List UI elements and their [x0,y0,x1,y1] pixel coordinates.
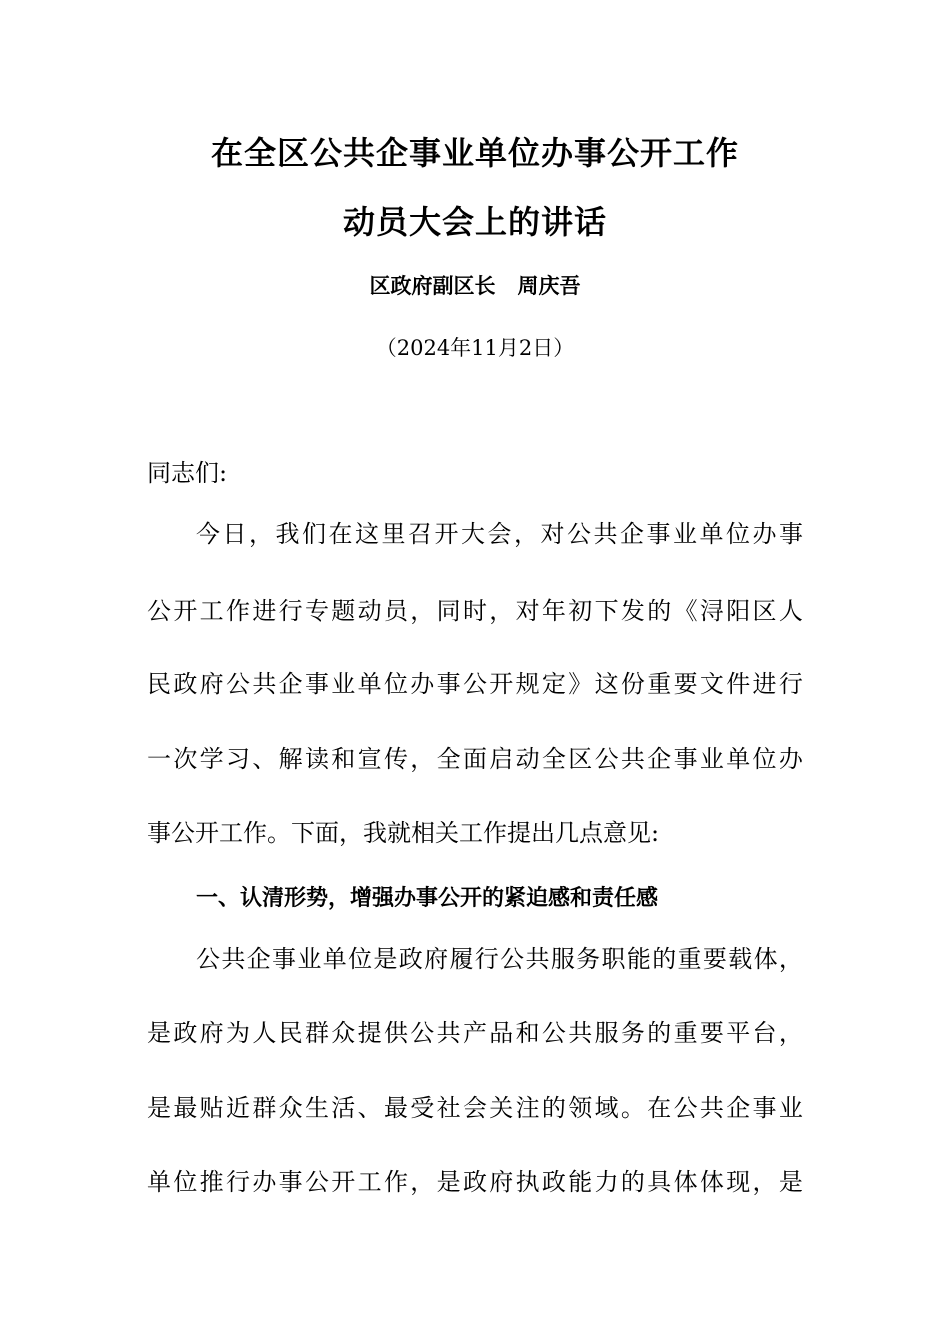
text-char: 行 [778,670,803,698]
text-char: 的 [620,1168,645,1196]
text-char: 我 [275,520,300,548]
text-char: 习 [225,745,250,773]
text-char: 的 [541,1094,566,1122]
text-char: 公 [567,520,591,548]
section-1-heading: 一、认清形势，增强办事公开的紧迫感和责任感 [196,886,659,911]
text-char: 和 [515,1019,540,1047]
paragraph-1-line-5: 事公开工作。下面，我就相关工作提出几点意见: [147,819,660,847]
text-char: 办 [410,670,435,698]
text-char: 是 [778,1168,803,1196]
text-char: 品 [489,1019,514,1047]
text-char: 员 [383,597,408,625]
text-char: 群 [252,1094,277,1122]
text-char: 位 [752,745,777,773]
text-char: 平 [726,1019,751,1047]
text-char: 单 [699,520,724,548]
text-char: 共 [436,1019,461,1047]
text-char: 是 [147,1094,171,1122]
text-char: 活 [331,1094,356,1122]
paragraph-2-line-3 [147,1093,803,1123]
text-char: 的 [652,945,677,973]
text-char: 办 [778,745,803,773]
text-char: 政 [398,945,423,973]
text-char: 题 [331,597,356,625]
speech-date: （2024年11月2日） [375,336,575,360]
text-char: 浔 [699,597,724,625]
text-char: ， [489,597,514,625]
text-char: 传 [383,745,408,773]
text-char: 共 [221,945,246,973]
text-char: 一 [147,745,171,773]
text-char: 事 [646,520,671,548]
text-char: 政 [173,670,198,698]
text-char: 公 [304,1168,329,1196]
text-char: 事 [752,1094,777,1122]
text-char: 领 [568,1094,593,1122]
text-char: 府 [424,945,449,973]
text-char: 贴 [199,1094,224,1122]
text-char: 业 [331,670,356,698]
text-char: 力 [594,1168,619,1196]
text-char: 同 [436,597,461,625]
text-char: 下 [594,597,619,625]
text-char: 单 [147,1168,171,1196]
paragraph-2-line-4 [147,1167,803,1197]
text-char: 工 [357,1168,382,1196]
text-char: 单 [322,945,347,973]
text-char: 规 [515,670,540,698]
text-char: 要 [699,1019,724,1047]
text-char: 政 [462,1168,487,1196]
text-char: 全 [436,745,461,773]
text-char: 区 [568,745,593,773]
text-char: 企 [726,1094,751,1122]
text-char: 最 [173,1094,198,1122]
text-char: 行 [278,597,303,625]
text-char: 、 [357,1094,382,1122]
text-char: 公 [410,1019,435,1047]
text-char: 具 [647,1168,672,1196]
text-char: 位 [726,520,750,548]
text-char: 对 [515,597,540,625]
paragraph-2-line-2 [147,1018,803,1048]
text-char: 全 [541,745,566,773]
text-char: 份 [620,670,645,698]
text-char: 政 [541,1168,566,1196]
text-char: 时 [462,597,487,625]
text-char: 在 [647,1094,672,1122]
text-char: 公 [462,670,487,698]
text-char: 体 [673,1168,698,1196]
text-char: 企 [620,520,644,548]
paragraph-1-line-4 [147,744,803,774]
text-char: 务 [576,945,601,973]
text-char: 最 [383,1094,408,1122]
text-char: 业 [778,1094,803,1122]
text-char: 事 [304,670,329,698]
text-char: 、 [252,745,277,773]
text-char: 工 [199,597,224,625]
text-char: 为 [225,1019,250,1047]
text-char: 位 [348,945,373,973]
text-char: 近 [225,1094,250,1122]
text-char: 在 [328,520,353,548]
text-char: 服 [594,1019,619,1047]
salutation: 同志们: [147,459,228,487]
text-char: 府 [199,670,224,698]
text-char: 体 [753,945,778,973]
text-char: 群 [304,1019,329,1047]
text-char: 公 [594,745,619,773]
text-char: 是 [436,1168,461,1196]
text-char: ， [410,597,435,625]
text-char: 业 [673,520,697,548]
text-char: 企 [278,670,303,698]
text-char: 办 [252,1168,277,1196]
text-char: 年 [541,597,566,625]
text-char: 府 [489,1168,514,1196]
text-char: 单 [357,670,382,698]
text-char: 事 [272,945,297,973]
text-char: 共 [252,670,277,698]
text-char: 作 [383,1168,408,1196]
text-char: 体 [699,1168,724,1196]
text-char: 业 [699,745,724,773]
text-char: 供 [383,1019,408,1047]
text-char: 服 [550,945,575,973]
text-char: 解 [278,745,303,773]
text-char: 是 [373,945,398,973]
text-char: 人 [252,1019,277,1047]
text-char: 面 [462,745,487,773]
text-char: 日 [222,520,247,548]
text-char: 里 [381,520,406,548]
text-char: ， [249,520,273,548]
text-char: 专 [304,597,329,625]
text-char: 共 [699,1094,724,1122]
text-char: 共 [568,1019,593,1047]
text-char: 提 [357,1019,382,1047]
text-char: 注 [515,1094,540,1122]
text-char: 动 [515,745,540,773]
text-char: ， [410,745,435,773]
text-char: 会 [462,1094,487,1122]
text-char: 人 [778,597,803,625]
text-char: 业 [297,945,322,973]
text-char: 要 [702,945,727,973]
text-char: 件 [726,670,751,698]
text-char: 办 [752,520,777,548]
text-char: 区 [752,597,777,625]
text-char: 现 [726,1168,751,1196]
text-char: 进 [752,670,777,698]
text-char: ， [410,1168,435,1196]
text-char: 开 [489,670,514,698]
text-char: 事 [673,745,698,773]
text-char: 公 [541,1019,566,1047]
text-char: 的 [647,597,672,625]
paragraph-1-line-1 [196,519,803,549]
paragraph-1-line-2 [147,596,803,626]
text-char: 开 [331,1168,356,1196]
text-char: 位 [173,1168,198,1196]
text-char: 载 [728,945,753,973]
text-char: 启 [489,745,514,773]
text-char: 务 [620,1019,645,1047]
text-char: 众 [278,1094,303,1122]
text-char: 次 [173,745,198,773]
text-char: 重 [647,670,672,698]
text-char: 开 [173,597,198,625]
text-char: 履 [449,945,474,973]
text-char: 对 [540,520,565,548]
text-char: 企 [246,945,271,973]
text-char: 》 [568,670,593,698]
text-char: 能 [626,945,651,973]
text-char: 共 [593,520,618,548]
text-char: 关 [489,1094,514,1122]
text-char: 定 [541,670,566,698]
text-char: 大 [461,520,485,548]
paragraph-2-line-1 [196,944,803,974]
text-char: 企 [647,745,672,773]
text-char: 们 [302,520,326,548]
text-char: 公 [147,597,171,625]
text-char: 重 [677,945,702,973]
text-char: 事 [779,520,803,548]
text-char: 政 [173,1019,198,1047]
text-char: 今 [196,520,220,548]
text-char: 共 [525,945,550,973]
text-char: 的 [647,1019,672,1047]
text-char: ， [778,945,803,973]
text-char: 行 [225,1168,250,1196]
text-char: 进 [252,597,277,625]
text-char: 事 [278,1168,303,1196]
document-title-line-2: 动员大会上的讲话 [342,203,607,241]
text-char: 执 [515,1168,540,1196]
text-char: 作 [225,597,250,625]
text-char: 域 [594,1094,619,1122]
text-char: 读 [304,745,329,773]
text-char: 公 [500,945,525,973]
text-char: 召 [408,520,432,548]
text-char: 开 [434,520,459,548]
text-char: 和 [331,745,356,773]
text-char: 生 [304,1094,329,1122]
text-char: ， [514,520,538,548]
text-char: 。 [620,1094,645,1122]
text-char: 受 [410,1094,435,1122]
text-char: 这 [355,520,379,548]
text-char: 动 [357,597,382,625]
text-char: 事 [436,670,461,698]
text-char: 发 [620,597,645,625]
text-char: 职 [601,945,626,973]
text-char: 行 [474,945,499,973]
text-char: 位 [383,670,408,698]
text-char: ， [778,1019,803,1047]
text-char: 公 [196,945,220,973]
text-char: 共 [620,745,645,773]
text-char: 产 [462,1019,487,1047]
text-char: 会 [487,520,512,548]
speaker-byline: 区政府副区长 周庆吾 [369,274,581,298]
text-char: 《 [673,597,698,625]
text-char: 推 [199,1168,224,1196]
text-char: 府 [199,1019,224,1047]
text-char: 公 [673,1094,698,1122]
text-char: 是 [147,1019,171,1047]
text-char: 这 [594,670,619,698]
text-char: 公 [225,670,250,698]
text-char: 学 [199,745,224,773]
text-char: 众 [331,1019,356,1047]
text-char: 能 [568,1168,593,1196]
text-char: 单 [726,745,751,773]
text-char: 初 [568,597,593,625]
text-char: 文 [699,670,724,698]
text-char: 台 [752,1019,777,1047]
text-char: 社 [436,1094,461,1122]
text-char: 宣 [357,745,382,773]
text-char: ， [752,1168,777,1196]
text-char: 重 [673,1019,698,1047]
text-char: 阳 [726,597,751,625]
text-char: 民 [278,1019,303,1047]
text-char: 要 [673,670,698,698]
document-title-line-1: 在全区公共企事业单位办事公开工作 [210,134,739,172]
paragraph-1-line-3 [147,669,803,699]
text-char: 民 [147,670,171,698]
